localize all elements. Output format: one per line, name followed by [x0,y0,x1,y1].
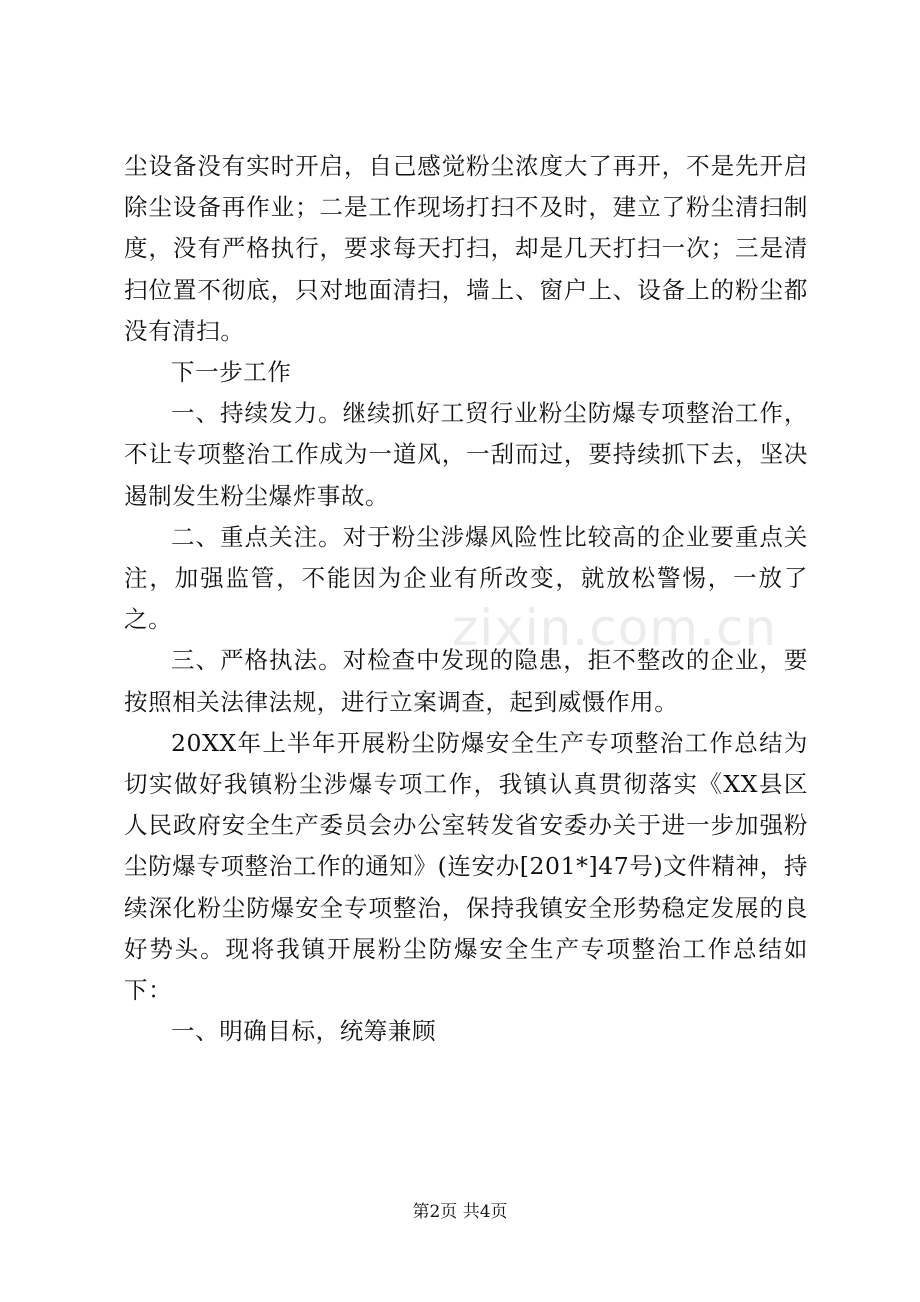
watermark-text: zixin.com.cn [452,599,778,657]
paragraph-continued: 尘设备没有实时开启，自己感觉粉尘浓度大了再开，不是先开启除尘设备再作业；二是工作现场打扫不及时，建立了粉尘清扫制度，没有严格执行，要求每天打扫，却是几天打扫一次；三是清扫位置不彻底，只对地面清扫，墙上、窗户上、设备上的粉尘都没有清扫。 [124,152,808,345]
paragraph-item-2: 二、重点关注。对于粉尘涉爆风险性比较高的企业要重点关注，加强监管，不能因为企业有所改变，就放松警惕，一放了之。 [124,522,808,634]
paragraph-summary-intro: 20XX年上半年开展粉尘防爆安全生产专项整治工作总结为切实做好我镇粉尘涉爆专项工作，我镇认真贯彻落实《XX县区人民政府安全生产委员会办公室转发省安委办关于进一步加强粉尘防爆专项整治工作的通知》(连安办[201*]47号)文件精神，持续深化粉尘防爆安全专项整治，保持我镇安全形势稳定发展的良好势头。现将我镇开展粉尘防爆安全生产专项整治工作总结如下： [124,728,808,1005]
page-footer: 第2页 共4页 [412,1202,508,1222]
paragraph-item-3: 三、严格执法。对检查中发现的隐患，拒不整改的企业，要按照相关法律法规，进行立案调查，起到威慑作用。 [124,646,808,716]
paragraph-item-1: 一、持续发力。继续抓好工贸行业粉尘防爆专项整治工作，不让专项整治工作成为一道风，一刮而过，要持续抓下去，坚决遏制发生粉尘爆炸事故。 [124,399,808,510]
section-heading-next-steps: 下一步工作 [171,358,292,387]
section-heading-goals: 一、明确目标，统筹兼顾 [171,1017,437,1046]
